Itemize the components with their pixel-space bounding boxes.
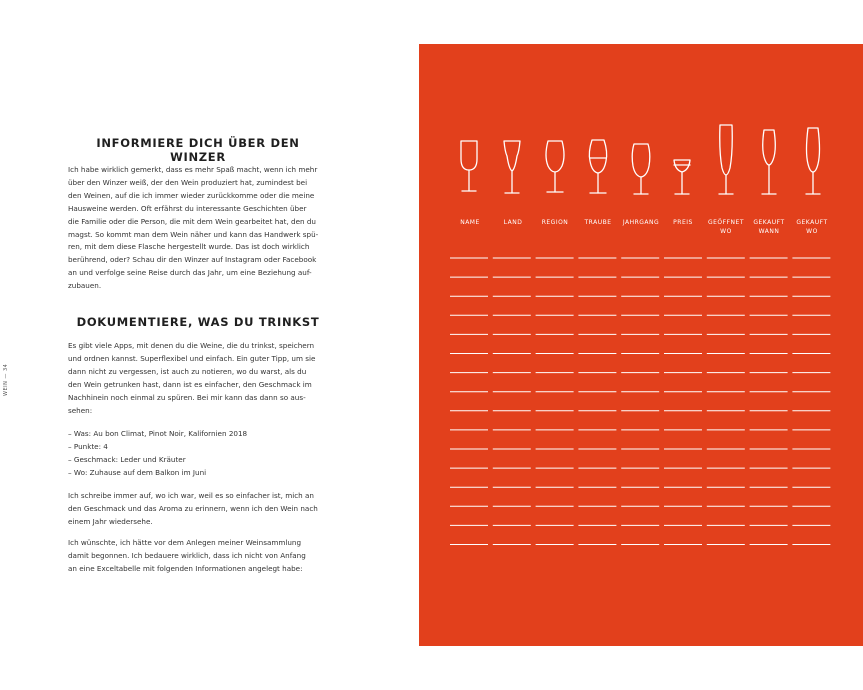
text-line: den Geschmack und das Aroma zu erinnern, wenn ich den Wein nach [68,503,318,513]
list-item: – Punkte: 4 [68,441,108,451]
text-line: die Familie oder die Person, die mit dem Wein gearbeitet hat, den du [68,216,316,226]
column-header-line: WO [806,228,818,235]
text-line: Nachhinein noch einmal zu spüren. Bei mir kann das dann so aus- [68,392,306,402]
left-page [0,44,419,646]
paragraph-dokumentiere-intro [68,340,328,417]
text-line: magst. So kommt man dem Wein näher und kann das Handwerk spü- [68,229,319,239]
text-line: ren, mit dem diese Flasche hergestellt wurde. Das ist doch wirklich [68,242,310,252]
example-list [68,428,328,480]
text-line: einem Jahr wiedersehe. [68,516,153,526]
log-table-rows [419,44,863,646]
text-line: sehen: [68,405,93,415]
text-line: über den Winzer weiß, der den Wein produziert hat, zumindest bei [68,177,308,187]
text-line: damit begonnen. Ich bedauere wirklich, dass ich nicht von Anfang [68,550,306,560]
column-header-line: JAHRGANG [622,219,660,226]
column-header-line: GEÖFFNET [707,219,744,226]
column-header-line: GEKAUFT [753,219,785,226]
column-header-line: GEKAUFT [796,219,828,226]
column-header-line: WO [720,228,732,235]
text-line: und ordnen kannst. Superflexibel und einfach. Ein guter Tipp, um sie [68,353,316,363]
column-header-line: REGION [541,219,569,226]
list-item: – Wo: Zuhause auf dem Balkon im Juni [68,467,207,477]
column-header-line: LAND [503,219,523,226]
text-line: Ich schreibe immer auf, wo ich war, weil es so einfacher ist, mich an [68,491,314,500]
paragraph-dokumentiere-3 [68,537,328,576]
column-header-line: WANN [758,228,780,235]
text-line: Hausweine werden. Oft erfährst du interessante Geschichten über [68,203,307,213]
section-heading-dokumentiere: DOKUMENTIERE, WAS DU TRINKST [76,315,320,329]
text-line: berührend, oder? Schau dir den Winzer auf Instagram oder Facebook [68,255,317,265]
page-marker: WEIN — 34 [3,363,9,396]
list-item: – Geschmack: Leder und Kräuter [68,454,186,464]
paragraph-winzer [68,164,328,293]
list-item: – Was: Au bon Climat, Pinot Noir, Kalifornien 2018 [68,429,248,438]
text-line: Ich wünschte, ich hätte vor dem Anlegen meiner Weinsammlung [68,538,302,547]
text-line: den Weinen, auf die ich immer wieder zurückkomme oder die meine [68,190,315,200]
column-header-line: TRAUBE [584,219,612,226]
column-header-line: NAME [460,219,480,226]
text-line: an und verfolge seine Reise durch das Jahr, um eine Beziehung auf- [68,268,312,278]
text-line: an eine Exceltabelle mit folgenden Informationen angelegt habe: [68,563,303,573]
text-line: den Wein getrunken hast, dann ist es einfacher, den Geschmack im [68,379,312,389]
section-heading-winzer: INFORMIERE DICH ÜBER DEN WINZER [96,136,300,164]
text-line: zubauen. [68,281,102,291]
paragraph-dokumentiere-2 [68,490,328,529]
text-line: Ich habe wirklich gemerkt, dass es mehr Spaß macht, wenn ich mehr [68,165,318,174]
right-page [419,44,863,646]
column-header-line: PREIS [673,219,693,226]
text-line: dann nicht zu vergessen, ist auch zu notieren, wo du warst, als du [68,366,307,376]
text-line: Es gibt viele Apps, mit denen du die Weine, die du trinkst, speichern [68,341,315,350]
